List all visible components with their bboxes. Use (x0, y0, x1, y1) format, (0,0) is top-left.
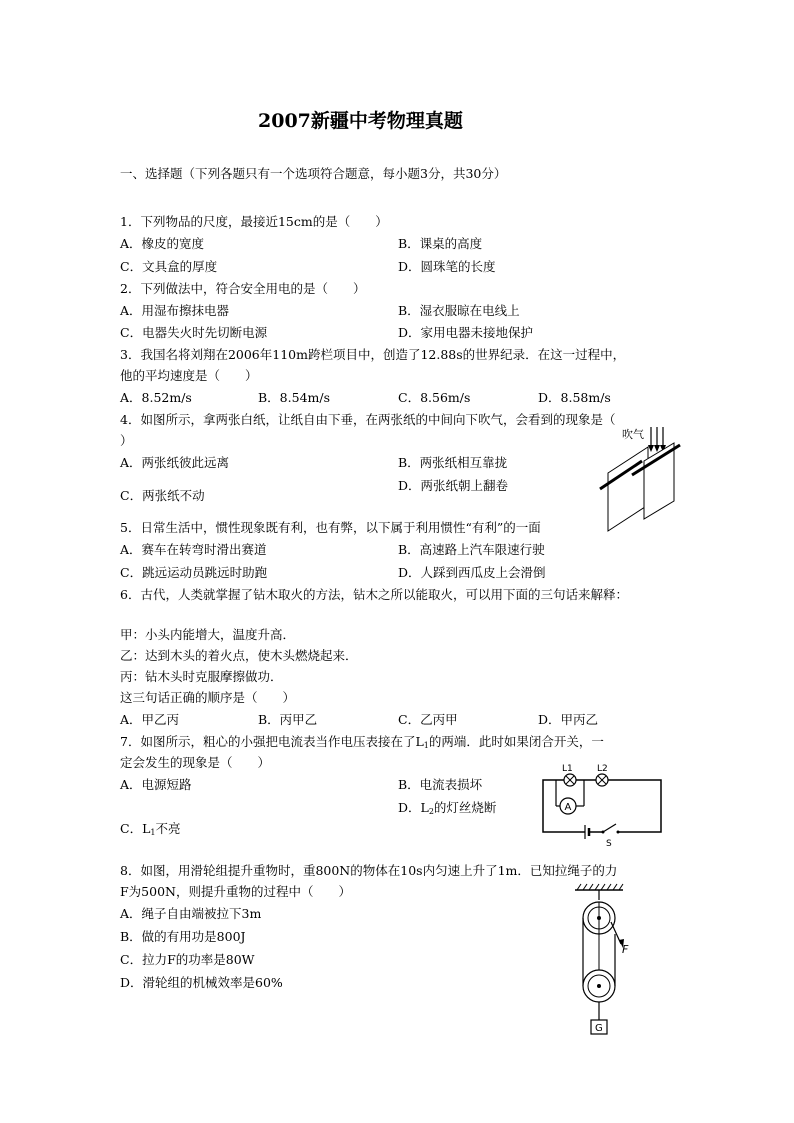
lamp-l2-label: L2 (597, 764, 608, 774)
q5-option-d: D．人踩到西瓜皮上会滑倒 (398, 565, 546, 580)
q7-stem-line1: 7．如图所示，粗心的小强把电流表当作电压表接在了$L_1$的两端．此时如果闭合开关，一 (120, 734, 604, 750)
q8-option-b: B．做的有用功是800J (120, 929, 246, 944)
circuit-figure (540, 762, 666, 848)
q3-option-d: D．8.58m/s (538, 390, 611, 405)
blow-label: 吹气 (622, 428, 644, 441)
q6-option-b: B．丙甲乙 (258, 712, 318, 727)
q6-statement-jia: 甲：小头内能增大，温度升高． (120, 627, 296, 642)
q3-option-b: B．8.54m/s (258, 390, 330, 405)
pulley-figure (565, 882, 635, 1038)
q5-option-a: A．赛车在转弯时滑出赛道 (120, 542, 267, 557)
q2-option-d: D．家用电器未接地保护 (398, 325, 534, 340)
q3-stem-line2: 他的平均速度是（ ） (120, 368, 258, 383)
q4-stem-line1: 4．如图所示，拿两张白纸，让纸自由下垂，在两张纸的中间向下吹气，会看到的现象是（ (120, 412, 616, 427)
q5-option-c: C．跳远运动员跳远时助跑 (120, 565, 268, 580)
q7-option-d: D．$L_2$的灯丝烧断 (398, 800, 497, 816)
q8-stem-line1: 8．如图，用滑轮组提升重物时，重800N的物体在10s内匀速上升了1m．已知拉绳子的力 (120, 863, 618, 878)
q2-option-a: A．用湿布擦抹电器 (120, 303, 230, 318)
q6-option-c: C．乙丙甲 (398, 712, 458, 727)
q7-option-a: A．电源短路 (120, 777, 192, 792)
q6-option-a: A．甲乙丙 (120, 712, 180, 727)
q7-sub-1: 1 (423, 741, 429, 750)
q1-stem: 1．下列物品的尺度，最接近15cm的是（ ） (120, 214, 388, 229)
ammeter-label: A (564, 802, 572, 813)
q1-option-d: D．圆珠笔的长度 (398, 259, 496, 274)
q4-option-d: D．两张纸朝上翻卷 (398, 478, 509, 493)
q6-statement-bing: 丙：钻木头时克服摩擦做功． (120, 669, 283, 684)
lamp-l1-label: L1 (562, 764, 573, 774)
q2-stem: 2．下列做法中，符合安全用电的是（ ） (120, 281, 366, 296)
q4-stem-line2: ） (120, 433, 133, 448)
q8-stem-line2: F为500N，则提升重物的过程中（ ） (120, 884, 351, 899)
q7-option-b: B．电流表损坏 (398, 777, 483, 792)
q3-stem-line1: 3．我国名将刘翔在2006年110m跨栏项目中，创造了12.88s的世界纪录．在这一过程中， (120, 347, 626, 362)
q3-option-a: A．8.52m/s (120, 390, 192, 405)
q7-stem-line2: 定会发生的现象是（ ） (120, 755, 271, 770)
q6-stem: 6．古代，人类就掌握了钻木取火的方法，钻木之所以能取火，可以用下面的三句话来解释： (120, 587, 628, 602)
q5-option-b: B．高速路上汽车限速行驶 (398, 542, 545, 557)
force-f-label: F (622, 943, 629, 956)
q7-option-c: C．$L_1$不亮 (120, 821, 181, 837)
q1-option-a: A．橡皮的宽度 (120, 236, 205, 251)
q4-option-b: B．两张纸相互靠拢 (398, 455, 508, 470)
weight-g-label: G (595, 1023, 603, 1034)
q3-option-c: C．8.56m/s (398, 390, 471, 405)
page-title: 2007新疆中考物理真题 (258, 110, 463, 132)
q1-option-c: C．文具盒的厚度 (120, 259, 218, 274)
section-heading: 一、选择题（下列各题只有一个选项符合题意，每小题3分，共30分） (120, 166, 507, 181)
q4-option-c: C．两张纸不动 (120, 488, 205, 503)
q4-option-a: A．两张纸彼此远离 (120, 455, 230, 470)
q8-option-d: D．滑轮组的机械效率是60% (120, 975, 283, 990)
q6-statement-yi: 乙：达到木头的着火点，使木头燃烧起来． (120, 648, 358, 663)
q8-option-c: C．拉力F的功率是80W (120, 952, 255, 967)
q5-stem: 5．日常生活中，惯性现象既有利，也有弊，以下属于利用惯性“有利”的一面 (120, 520, 541, 535)
q8-option-a: A．绳子自由端被拉下3m (120, 906, 262, 921)
switch-label: S (606, 839, 612, 849)
q6-option-d: D．甲丙乙 (538, 712, 599, 727)
q6-question: 这三句话正确的顺序是（ ） (120, 690, 296, 705)
q2-option-b: B．湿衣服晾在电线上 (398, 303, 520, 318)
paper-blowing-figure (598, 425, 688, 535)
q1-option-b: B．课桌的高度 (398, 236, 483, 251)
q2-option-c: C．电器失火时先切断电源 (120, 325, 268, 340)
